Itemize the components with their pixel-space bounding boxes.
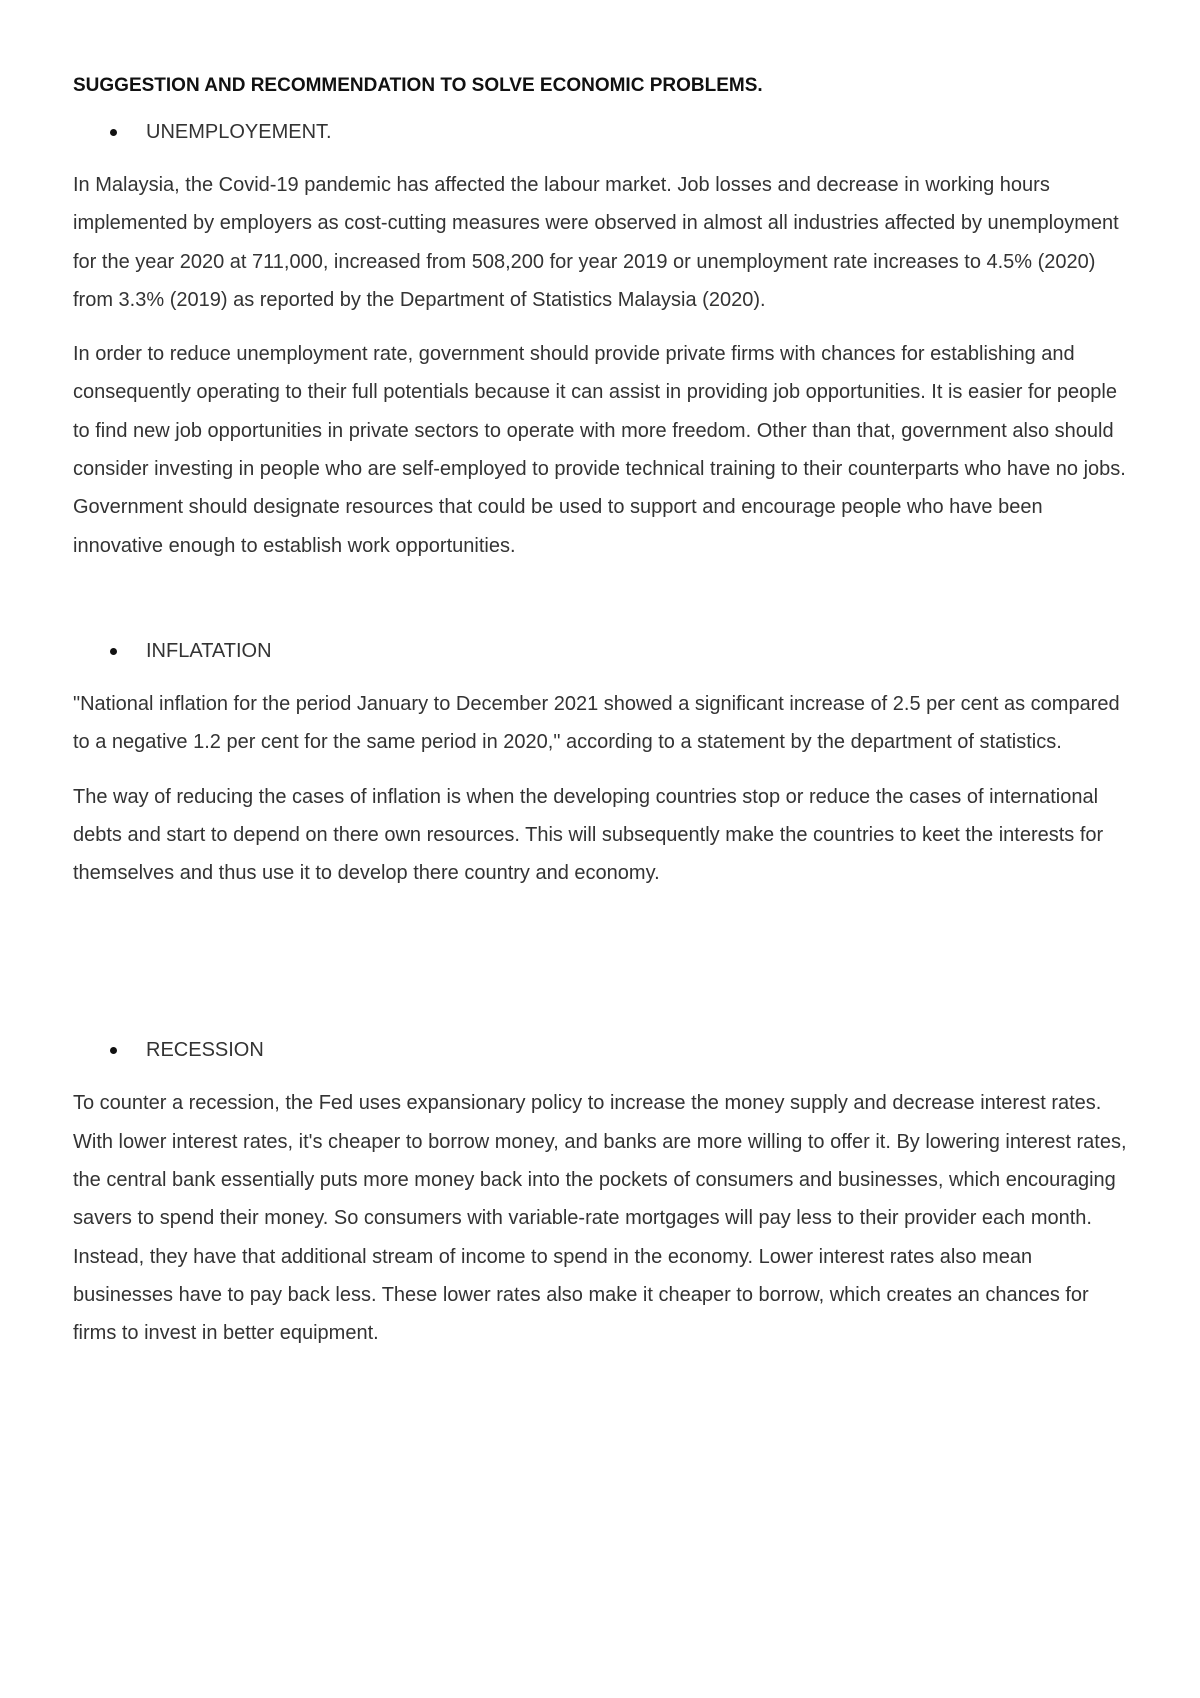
spacer bbox=[73, 908, 1133, 1036]
paragraph: In order to reduce unemployment rate, government should provide private firms with chances for establishing and consequently operating to their full potentials because it can assist in providing job opportunities. It is easier for people to find new job opportunities in private sectors to operate with more freedom. Other than that, government also should consider investing in people who are self-employed to provide technical training to their counterparts who have no jobs. Government should designate resources that could be used to support and encourage people who have been innovative enough to establish work opportunities. bbox=[73, 343, 1126, 557]
spacer bbox=[73, 581, 1133, 637]
section-heading-label: UNEMPLOYEMENT. bbox=[146, 121, 332, 143]
section-heading-label: INFLATATION bbox=[146, 639, 272, 662]
bullet-icon bbox=[110, 129, 117, 136]
paragraph: The way of reducing the cases of inflation is when the developing countries stop or reduce the cases of international debts and start to depend on there own resources. This will subsequently make the countries to keet the interests for themselves and thus use it to develop there country and economy. bbox=[73, 785, 1104, 885]
section-heading-label: RECESSION bbox=[146, 1039, 264, 1062]
document-title: SUGGESTION AND RECOMMENDATION TO SOLVE ECONOMIC PROBLEMS. bbox=[73, 75, 763, 96]
bullet-icon bbox=[110, 648, 117, 655]
paragraph: "National inflation for the period January to December 2021 showed a significant increase of 2.5 per cent as compared to a negative 1.2 per cent for the same period in 2020," according to a statement by the department of statistics. bbox=[73, 692, 1120, 754]
paragraph: To counter a recession, the Fed uses expansionary policy to increase the money supply and decrease interest rates. With lower interest rates, it's cheaper to borrow money, and banks are more willing to offer it. By lowering interest rates, the central bank essentially puts more money back into the pockets of consumers and businesses, which encouraging savers to spend their money. So consumers with variable-rate mortgages will pay less to their provider each month. Instead, they have that additional stream of income to spend in the economy. Lower interest rates also mean businesses have to pay back less. These lower rates also make it cheaper to borrow, which creates an chances for firms to invest in better equipment. bbox=[73, 1092, 1127, 1345]
section-heading-inflation bbox=[73, 637, 1133, 665]
document-page bbox=[73, 74, 1133, 1369]
section-heading-unemployment bbox=[73, 118, 1133, 146]
section-heading-recession bbox=[73, 1036, 1133, 1064]
paragraph: In Malaysia, the Covid-19 pandemic has affected the labour market. Job losses and decrease in working hours implemented by employers as cost-cutting measures were observed in almost all industries affected by unemployment for the year 2020 at 711,000, increased from 508,200 for year 2019 or unemployment rate increases to 4.5% (2020) from 3.3% (2019) as reported by the Department of Statistics Malaysia (2020). bbox=[73, 174, 1119, 311]
bullet-icon bbox=[110, 1047, 117, 1054]
